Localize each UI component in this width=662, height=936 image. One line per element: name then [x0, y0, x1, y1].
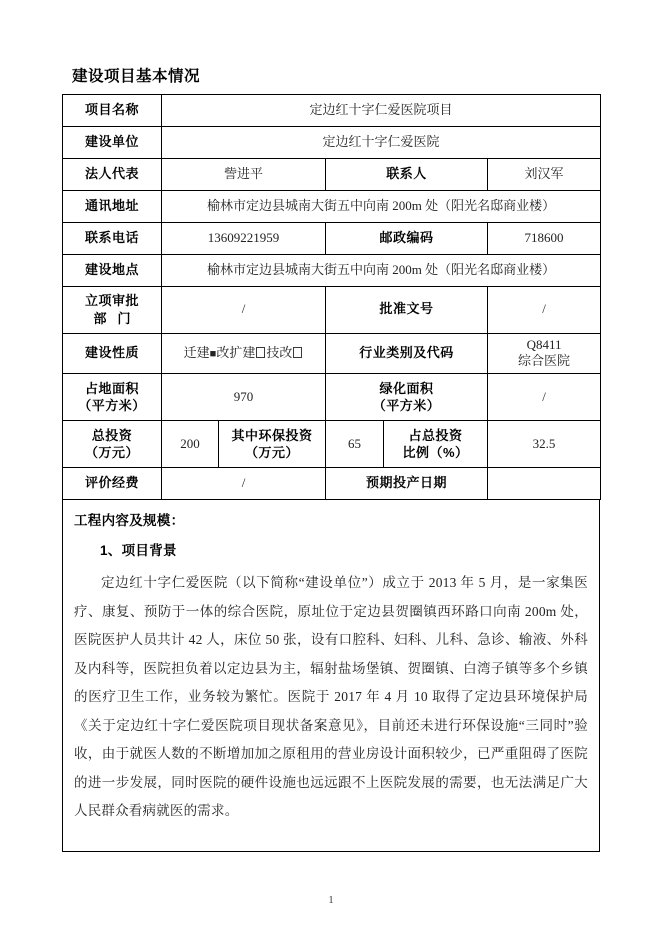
- table-row-construction-site: [63, 254, 601, 286]
- label-total-investment-line2: （万元）: [84, 445, 139, 461]
- label-land-area-line1: 占地面积: [84, 380, 139, 396]
- label-expected-production-date: 预期投产日期: [326, 468, 488, 500]
- label-environmental-investment-line2: （万元）: [244, 445, 299, 461]
- label-environmental-investment-line1: 其中环保投资: [231, 427, 313, 443]
- table-row-approval-department: [63, 286, 601, 333]
- value-evaluation-funds: /: [162, 468, 326, 500]
- table-row-construction-unit: [63, 126, 601, 158]
- label-green-area-line1: 绿化面积: [379, 380, 434, 396]
- subsection-title-project-background: 1、项目背景: [100, 543, 177, 559]
- value-investment-ratio: 32.5: [488, 421, 601, 468]
- label-green-area-line2: （平方米）: [372, 398, 441, 414]
- paragraph-project-background: 定边红十字仁爱医院（以下简称“建设单位”）成立于 2013 年 5 月，是一家集医疗、康复、预防于一体的综合医院，原址位于定边县贺圈镇西环路口向南 200m 处，医院医护人员共计 42 人，床位 50 张，设有口腔科、妇科、儿科、急诊、输液、外科及内科等，医院担负着以定边县为主，辐射盐场堡镇、贺圈镇、白湾子镇等多个乡镇的医疗卫生工作，业务较为繁忙。医院于 2017 年 4 月 10 取得了定边县环境保护局《关于定边红十字仁爱医院项目现状备案意见》，目前还未进行环保设施“三同时”验收，由于就医人数的不断增加加之原租用的营业房设计面积较少，已严重阻碍了医院的进一步发展，同时医院的硬件设施也远远跟不上医院发展的需要，也无法满足广大人民群众看病就医的需求。: [74, 575, 588, 819]
- label-total-investment-line1: 总投资: [91, 427, 133, 443]
- table-row-total-investment: [63, 421, 601, 468]
- label-mailing-address: 通讯地址: [63, 190, 162, 222]
- label-evaluation-funds: 评价经费: [63, 468, 162, 500]
- table-row-mailing-address: [63, 190, 601, 222]
- label-approval-department-line2: 部门: [93, 310, 142, 326]
- label-approval-department: [63, 286, 162, 333]
- label-postal-code: 邮政编码: [326, 222, 488, 254]
- label-construction-unit: 建设单位: [63, 126, 162, 158]
- industry-name: 综合医院: [518, 353, 571, 369]
- label-green-area: [326, 374, 488, 421]
- label-investment-ratio: [384, 421, 488, 468]
- value-environmental-investment: 65: [326, 421, 384, 468]
- value-approval-department: /: [162, 286, 326, 333]
- document-content: [62, 68, 600, 852]
- value-green-area: /: [488, 374, 601, 421]
- table-row-evaluation-funds: [63, 468, 601, 500]
- value-construction-site: 榆林市定边县城南大街五中向南 200m 处（阳光名邸商业楼）: [162, 254, 601, 286]
- checkbox-expansion[interactable]: [256, 347, 265, 358]
- label-legal-representative: 法人代表: [63, 158, 162, 190]
- checkbox-technical[interactable]: [293, 347, 302, 358]
- label-construction-nature: 建设性质: [63, 333, 162, 374]
- label-construction-site: 建设地点: [63, 254, 162, 286]
- table-row-construction-nature: [63, 333, 601, 374]
- value-expected-production-date: [488, 468, 601, 500]
- industry-code: Q8411: [526, 336, 562, 352]
- value-contact-person: 刘汉军: [488, 158, 601, 190]
- label-approval-department-line1: 立项审批: [84, 293, 139, 309]
- label-land-area-line2: （平方米）: [78, 398, 146, 414]
- label-project-name: 项目名称: [63, 94, 162, 126]
- page-title: 建设项目基本情况: [72, 68, 201, 85]
- label-investment-ratio-line2: 比例（%）: [402, 445, 469, 461]
- label-industry-category: 行业类别及代码: [326, 333, 488, 374]
- table-row-land-area: [63, 374, 601, 421]
- table-row-project-name: [63, 94, 601, 126]
- label-contact-phone: 联系电话: [63, 222, 162, 254]
- value-mailing-address: 榆林市定边县城南大街五中向南 200m 处（阳光名邸商业楼）: [162, 190, 601, 222]
- value-approval-document-no: /: [488, 286, 601, 333]
- label-investment-ratio-line1: 占总投资: [408, 427, 463, 443]
- value-total-investment: 200: [162, 421, 219, 468]
- checkbox-relocation-checked[interactable]: ■: [209, 348, 217, 361]
- value-industry-category: [488, 333, 601, 374]
- value-legal-representative: 訾进平: [162, 158, 326, 190]
- section-title-engineering-content: 工程内容及规模：: [74, 513, 185, 529]
- page-number: 1: [328, 895, 334, 906]
- label-land-area: [63, 374, 162, 421]
- table-row-contact-phone: [63, 222, 601, 254]
- value-project-name: 定边红十字仁爱医院项目: [162, 94, 601, 126]
- option-expansion-label: 改扩建: [216, 345, 256, 361]
- project-content-section: [62, 500, 600, 852]
- value-construction-unit: 定边红十字仁爱医院: [162, 126, 601, 158]
- value-contact-phone: 13609221959: [162, 222, 326, 254]
- option-technical-label: 技改: [266, 345, 293, 361]
- value-postal-code: 718600: [488, 222, 601, 254]
- label-environmental-investment: [219, 421, 326, 468]
- table-row-legal-representative: [63, 158, 601, 190]
- project-basic-info-table: [62, 94, 601, 501]
- value-land-area: 970: [162, 374, 326, 421]
- value-construction-nature: [162, 333, 326, 374]
- option-relocation-label: 迁建: [183, 345, 210, 361]
- label-contact-person: 联系人: [326, 158, 488, 190]
- label-total-investment: [63, 421, 162, 468]
- label-approval-document-no: 批准文号: [326, 286, 488, 333]
